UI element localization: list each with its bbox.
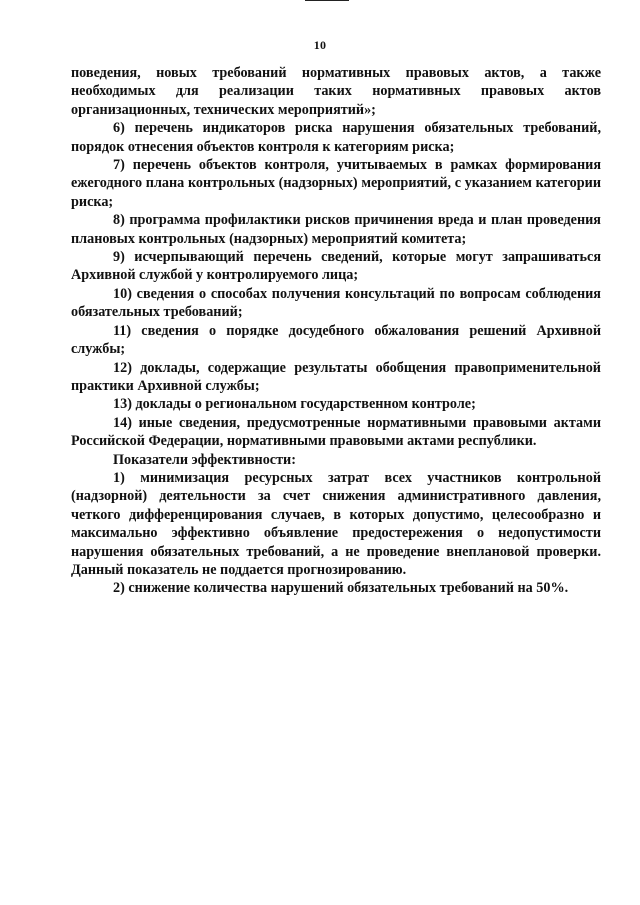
list-item-14: 14) иные сведения, предусмотренные нормативными правовыми актами Российской Федерации, нормативными правовыми актами республики. <box>71 414 601 450</box>
page-number: 10 <box>313 38 327 52</box>
list-item-13: 13) доклады о региональном государственном контроле; <box>113 396 476 413</box>
top-edge-mark <box>305 0 349 1</box>
list-item-10: 10) сведения о способах получения консультаций по вопросам соблюдения обязательных требований; <box>71 285 601 321</box>
paragraph-continuation: поведения, новых требований нормативных правовых актов, а также необходимых для реализации таких нормативных правовых актов организационных, технических мероприятий»; <box>71 65 601 118</box>
list-item-11: 11) сведения о порядке досудебного обжалования решений Архивной службы; <box>71 322 601 358</box>
efficiency-indicator-1: 1) минимизация ресурсных затрат всех участников контрольной (надзорной) деятельности за счет снижения административного давления, четкого дифференцирования случаев, в которых допустимо, целесообразно и максимально эффективно объявление предостережения о недопустимости нарушения обязательных требований, а не проведение внеплановой проверки. Данный показатель не поддается прогнозированию. <box>71 469 601 578</box>
efficiency-indicators-heading: Показатели эффективности: <box>113 451 296 468</box>
list-item-12: 12) доклады, содержащие результаты обобщения правоприменительной практики Архивной службы; <box>71 359 601 394</box>
document-body <box>71 64 601 598</box>
list-item-6: 6) перечень индикаторов риска нарушения обязательных требований, порядок отнесения объектов контроля к категориям риска; <box>71 120 601 155</box>
list-item-8: 8) программа профилактики рисков причинения вреда и план проведения плановых контрольных (надзорных) мероприятий комитета; <box>71 212 601 247</box>
list-item-7: 7) перечень объектов контроля, учитываемых в рамках формирования ежегодного плана контрольных (надзорных) мероприятий, с указанием категории риска; <box>71 157 601 210</box>
efficiency-indicator-2: 2) снижение количества нарушений обязательных требований на 50%. <box>113 580 569 597</box>
list-item-9: 9) исчерпывающий перечень сведений, которые могут запрашиваться Архивной службой у контролируемого лица; <box>71 249 601 284</box>
